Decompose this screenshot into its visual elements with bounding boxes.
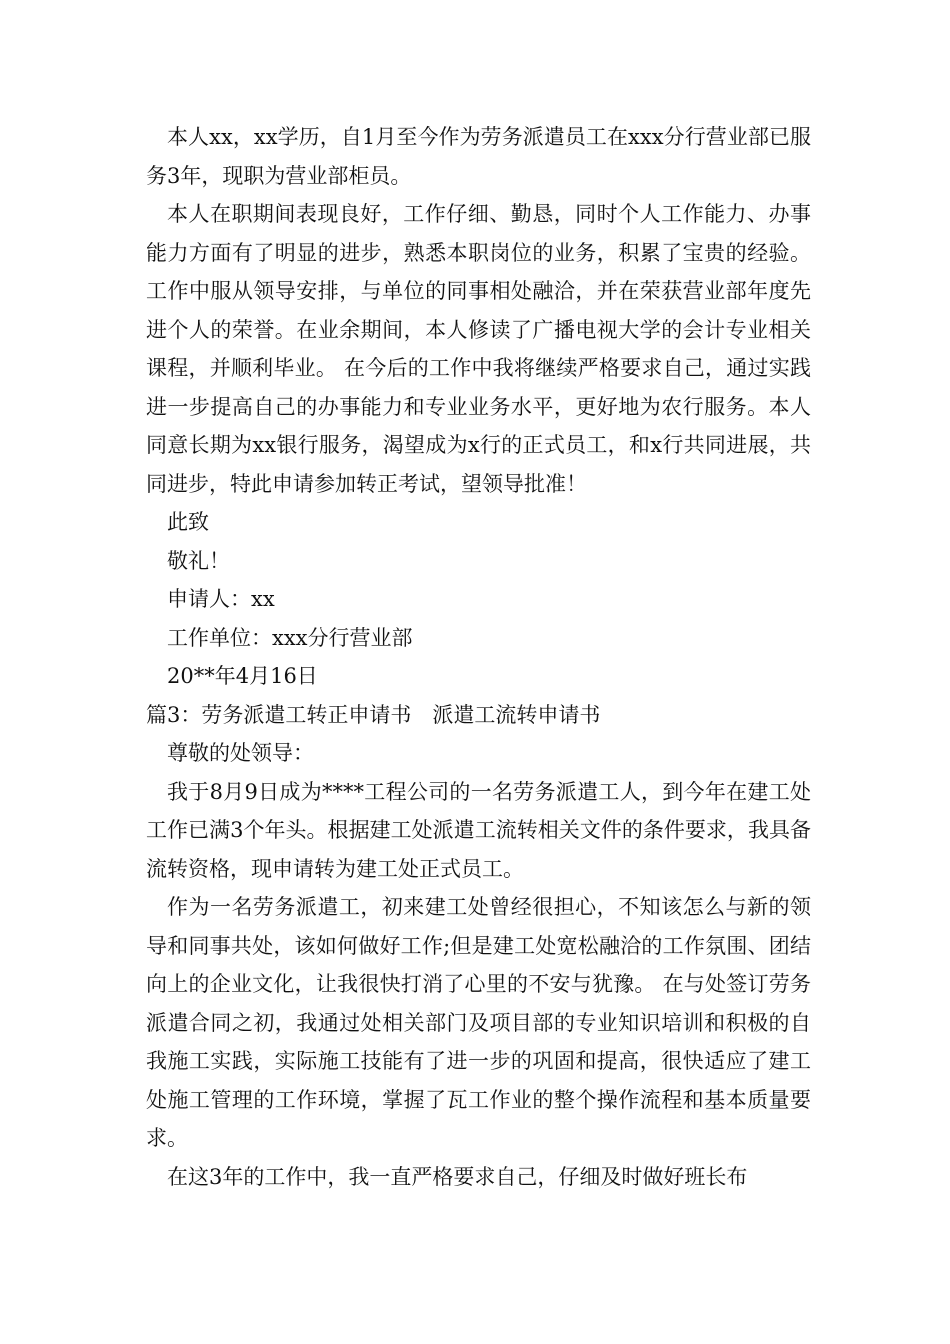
paragraph-performance: 本人在职期间表现良好，工作仔细、勤恳，同时个人工作能力、办事能力方面有了明显的进步，熟悉本职岗位的业务，积累了宝贵的经验。工作中服从领导安排，与单位的同事相处融洽，并在荣获营业部年度先进个人的荣誉。在业余期间，本人修读了广播电视大学的会计专业相关课程，并顺利毕业。 在今后的工作中我将继续严格要求自己，通过实践进一步提高自己的办事能力和专业业务水平，更好地为农行服务。本人同意长期为xx银行服务，渴望成为x行的正式员工，和x行共同进展，共同进步，特此申请参加转正考试，望领导批准！ xyxy=(146,202,811,496)
greeting-line: 尊敬的处领导： xyxy=(167,741,314,765)
paragraph-application: 我于8月9日成为****工程公司的一名劳务派遣工人，到今年在建工处工作已满3个年头。根据建工处派遣工流转相关文件的条件要求，我具备流转资格，现申请转为建工处正式员工。 xyxy=(146,779,811,881)
closing-salutation-2: 敬礼！ xyxy=(167,548,230,573)
paragraph-three-years: 在这3年的工作中，我一直严格要求自己，仔细及时做好班长布 xyxy=(167,1164,748,1189)
date-line: 20**年4月16日 xyxy=(167,664,318,688)
applicant-line: 申请人：xx xyxy=(167,587,275,611)
document-body xyxy=(146,118,811,1196)
paragraph-experience: 作为一名劳务派遣工，初来建工处曾经很担心，不知该怎么与新的领导和同事共处，该如何做好工作;但是建工处宽松融洽的工作氛围、团结向上的企业文化，让我很快打消了心里的不安与犹豫。 在与处签订劳务派遣合同之初，我通过处相关部门及项目部的专业知识培训和积极的自我施工实践，实际施工技能有了进一步的巩固和提高，很快适应了建工处施工管理的工作环境，掌握了瓦工作业的整个操作流程和基本质量要求。 xyxy=(146,895,811,1150)
work-unit-line: 工作单位：xxx分行营业部 xyxy=(167,625,413,650)
closing-salutation-1: 此致 xyxy=(167,510,209,534)
paragraph-intro: 本人xx，xx学历，自1月至今作为劳务派遣员工在xxx分行营业部已服务3年，现职为营业部柜员。 xyxy=(146,125,811,188)
section-heading: 篇3：劳务派遣工转正申请书 派遣工流转申请书 xyxy=(146,702,601,727)
